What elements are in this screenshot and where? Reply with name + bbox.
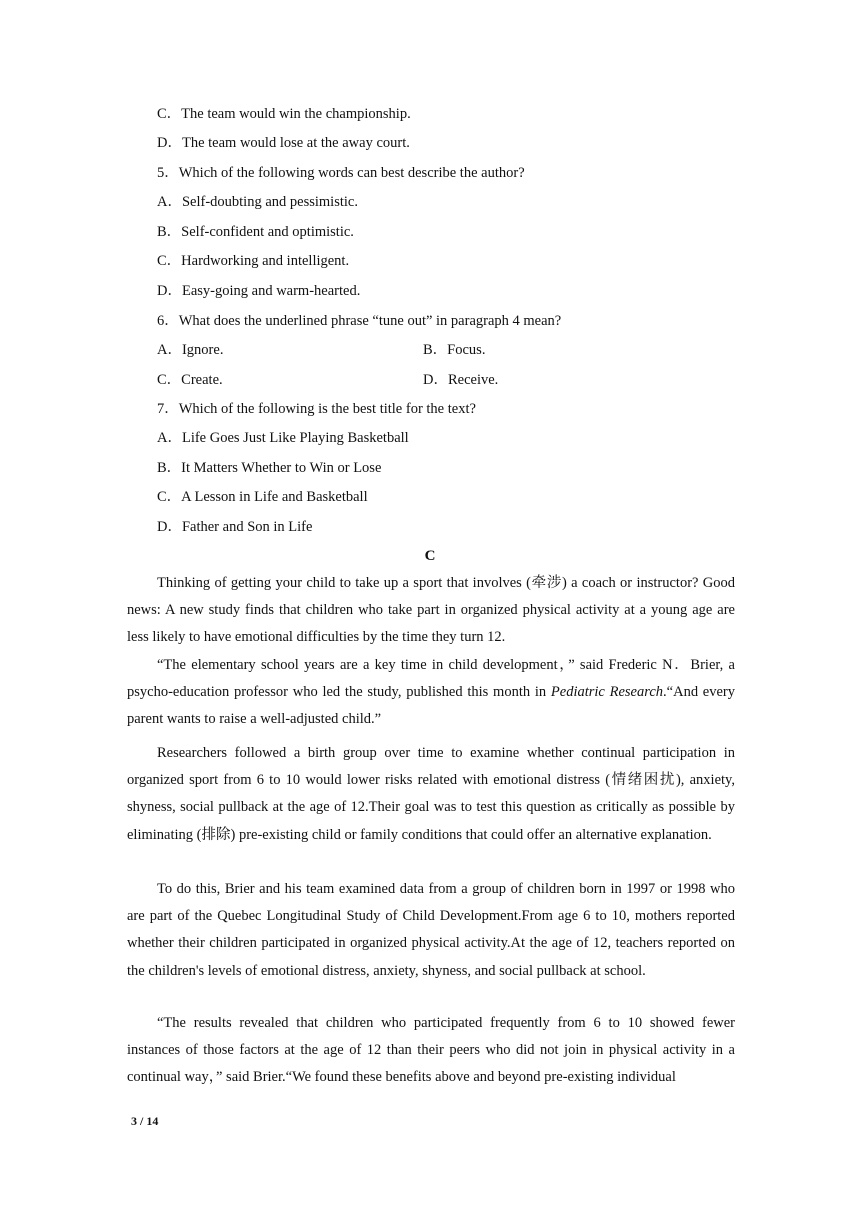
page-number: 3 / 14 [131, 1114, 159, 1128]
paragraph-2-text-a: “The elementary school years are a key time in child development，” said Frederic N．Brier, a psycho-education professor who led the study, published this month in [127, 657, 735, 701]
question-5: 5．Which of the following words can best describe the author? [157, 165, 525, 181]
question-7: 7．Which of the following is the best title for the text? [157, 401, 476, 417]
passage-paragraph-1: Thinking of getting your child to take up a sport that involves (牵涉) a coach or instructor? Good news: A new study finds that children who take part in organized physical activity at a young age are less likely to have emotional difficulties by the time they turn 12. [127, 575, 735, 646]
section-heading: C [424, 548, 436, 564]
journal-name: Pediatric Research [550, 684, 664, 701]
passage-paragraph-3: Researchers followed a birth group over time to examine whether continual participation in organized sport from 6 to 10 would lower risks related with emotional distress (情绪困扰), anxiety, shyness, social pullback at the age of 12.Their goal was to test this question as critically as possible by eliminating (排除) pre-existing child or family conditions that could offer an alternative explanation. [127, 745, 735, 843]
option-q5-a: A．Self-doubting and pessimistic. [157, 194, 358, 210]
passage-paragraph-2 [127, 652, 735, 734]
passage-paragraph-5: “The results revealed that children who participated frequently from 6 to 10 showed fewer instances of those factors at the age of 12 than their peers who did not join in physical activity in a continual way，” said Brier.“We found these benefits above and beyond pre-existing individual [127, 1015, 735, 1086]
option-q6-a: A．Ignore. [157, 342, 224, 358]
passage-paragraph-4: To do this, Brier and his team examined data from a group of children born in 1997 or 1998 who are part of the Quebec Longitudinal Study of Child Development.From age 6 to 10, mothers reported whether their children participated in organized physical activity.At the age of 12, teachers reported on the children's levels of emotional distress, anxiety, shyness, and social pullback at school. [127, 881, 735, 979]
option-q7-d: D．Father and Son in Life [157, 519, 313, 535]
option-q7-b: B．It Matters Whether to Win or Lose [157, 460, 382, 476]
option-q5-c: C．Hardworking and intelligent. [157, 253, 350, 269]
option-q7-a: A．Life Goes Just Like Playing Basketball [157, 430, 409, 446]
option-q6-b: B．Focus. [423, 342, 486, 358]
paragraph-2-text-b: .“And every parent wants to raise a well-adjusted child.” [127, 684, 736, 728]
option-q4-d: D．The team would lose at the away court. [157, 135, 410, 151]
option-q6-c: C．Create. [157, 372, 223, 388]
option-q4-c: C．The team would win the championship. [157, 106, 411, 122]
question-6: 6．What does the underlined phrase “tune out” in paragraph 4 mean? [157, 313, 562, 329]
option-q5-b: B．Self-confident and optimistic. [157, 224, 354, 240]
option-q5-d: D．Easy-going and warm-hearted. [157, 283, 361, 299]
option-q6-d: D．Receive. [423, 372, 499, 388]
option-q7-c: C．A Lesson in Life and Basketball [157, 489, 368, 505]
